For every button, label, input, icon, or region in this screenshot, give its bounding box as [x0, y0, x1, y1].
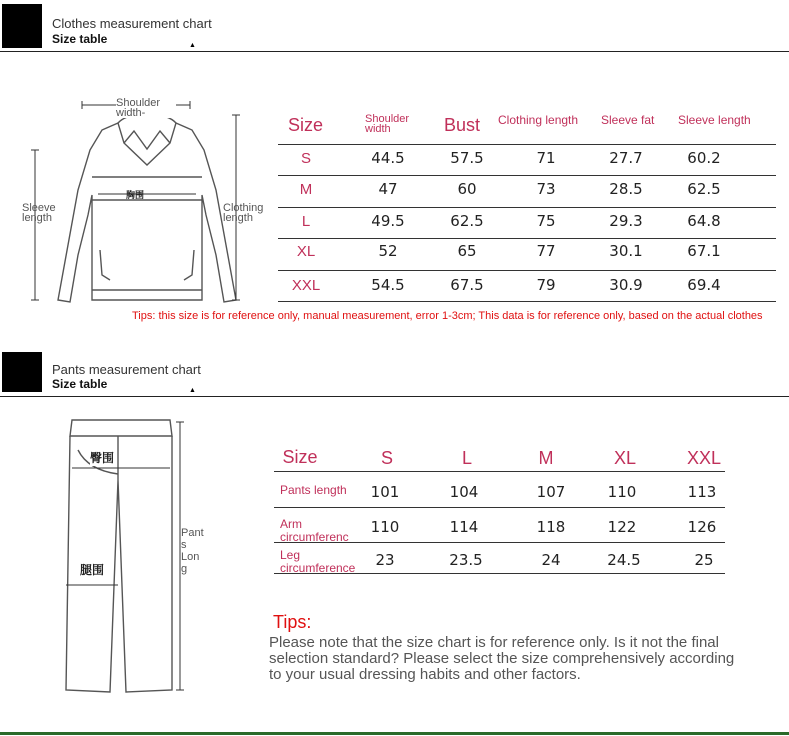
fat-value: 28.5 — [609, 180, 643, 198]
bust-value: 60 — [457, 180, 477, 198]
pants-tips-heading: Tips: — [273, 612, 312, 632]
length-value: 73 — [536, 180, 556, 198]
col-header-xl: XL — [613, 448, 637, 468]
bottom-bar — [0, 732, 789, 735]
table-divider — [278, 207, 776, 208]
bust-cn-label: 胸围 — [126, 190, 145, 200]
sleeve-length-label: Sleeve length — [22, 202, 56, 224]
size-cell: M — [299, 181, 313, 198]
length-value: 75 — [536, 212, 556, 230]
col-header-l: L — [461, 448, 472, 468]
sleeve-value: 67.1 — [687, 242, 721, 260]
hip-cn-label: 臀围 — [90, 451, 115, 465]
cell-value: 23 — [375, 551, 395, 569]
cell-value: 24 — [541, 551, 561, 569]
size-cell: L — [301, 213, 311, 230]
shoulder-width-label: Shoulder width- — [116, 98, 176, 118]
cell-value: 104 — [449, 483, 479, 501]
size-cell: S — [300, 150, 311, 167]
length-value: 71 — [536, 149, 556, 167]
table-divider — [274, 507, 725, 508]
clothing-length-label: Clothing length — [223, 202, 264, 224]
col-header-size: Size — [282, 447, 318, 467]
shoulder-value: 49.5 — [371, 212, 405, 230]
clothes-section-title: Clothes measurement chart — [52, 16, 212, 31]
cell-value: 118 — [536, 518, 566, 536]
triangle-marker-icon: ▲ — [189, 42, 196, 49]
cell-value: 126 — [687, 518, 717, 536]
pants-tips-body: Please note that the size chart is for reference only. Is it not the final selection standard? Please select the size comprehensively according to your usual dressing habits and other factors. — [269, 634, 735, 683]
bust-value: 65 — [457, 242, 477, 260]
table-divider — [274, 471, 725, 472]
length-value: 77 — [536, 242, 556, 260]
length-value: 79 — [536, 276, 556, 294]
col-header-clothing-length: Clothing length — [498, 113, 579, 127]
col-header-sleeve-fat: Sleeve fat — [601, 113, 655, 127]
section-marker-block — [2, 352, 42, 392]
table-divider — [278, 144, 776, 145]
shoulder-value: 44.5 — [371, 149, 405, 167]
table-divider — [278, 175, 776, 176]
cell-value: 24.5 — [607, 551, 641, 569]
size-cell: XL — [296, 243, 316, 260]
shoulder-value: 52 — [378, 242, 398, 260]
size-cell: XXL — [291, 277, 321, 294]
row-label: Arm circumferenc — [280, 518, 349, 544]
fat-value: 29.3 — [609, 212, 643, 230]
shoulder-value: 54.5 — [371, 276, 405, 294]
fat-value: 27.7 — [609, 149, 643, 167]
cell-value: 114 — [449, 518, 479, 536]
bust-value: 67.5 — [450, 276, 484, 294]
bust-value: 62.5 — [450, 212, 484, 230]
fat-value: 30.1 — [609, 242, 643, 260]
pants-length-label: Pant s Lon g — [181, 527, 204, 575]
section-marker-block — [2, 4, 42, 48]
table-divider — [278, 238, 776, 239]
sleeve-value: 62.5 — [687, 180, 721, 198]
divider — [0, 396, 789, 397]
cell-value: 110 — [607, 483, 637, 501]
col-header-xxl: XXL — [686, 448, 722, 468]
clothes-tips: Tips: this size is for reference only, manual measurement, error 1-3cm; This data is for reference only, based on the actual clothes — [132, 310, 763, 322]
col-header-m: M — [538, 448, 554, 468]
cell-value: 113 — [687, 483, 717, 501]
sleeve-value: 69.4 — [687, 276, 721, 294]
cell-value: 122 — [607, 518, 637, 536]
table-divider — [278, 301, 776, 302]
sleeve-value: 60.2 — [687, 149, 721, 167]
cell-value: 23.5 — [449, 551, 483, 569]
col-header-bust: Bust — [444, 115, 481, 135]
clothes-section-subtitle: Size table — [52, 32, 108, 46]
cell-value: 101 — [370, 483, 400, 501]
bust-value: 57.5 — [450, 149, 484, 167]
row-label: Pants length — [280, 484, 347, 497]
cell-value: 25 — [694, 551, 714, 569]
triangle-marker-icon: ▲ — [189, 387, 196, 394]
col-header-sleeve-length: Sleeve length — [678, 113, 751, 127]
col-header-shoulder: Shoulder width — [365, 113, 410, 135]
row-label: Leg circumference — [280, 549, 356, 575]
fat-value: 30.9 — [609, 276, 643, 294]
shoulder-value: 47 — [378, 180, 398, 198]
cell-value: 110 — [370, 518, 400, 536]
sleeve-value: 64.8 — [687, 212, 721, 230]
cell-value: 107 — [536, 483, 566, 501]
col-header-s: S — [380, 448, 393, 468]
table-divider — [278, 270, 776, 271]
divider — [0, 51, 789, 52]
thigh-cn-label: 腿围 — [80, 563, 105, 577]
pants-section-title: Pants measurement chart — [52, 362, 201, 377]
pants-section-subtitle: Size table — [52, 377, 108, 391]
col-header-size: Size — [288, 115, 324, 135]
